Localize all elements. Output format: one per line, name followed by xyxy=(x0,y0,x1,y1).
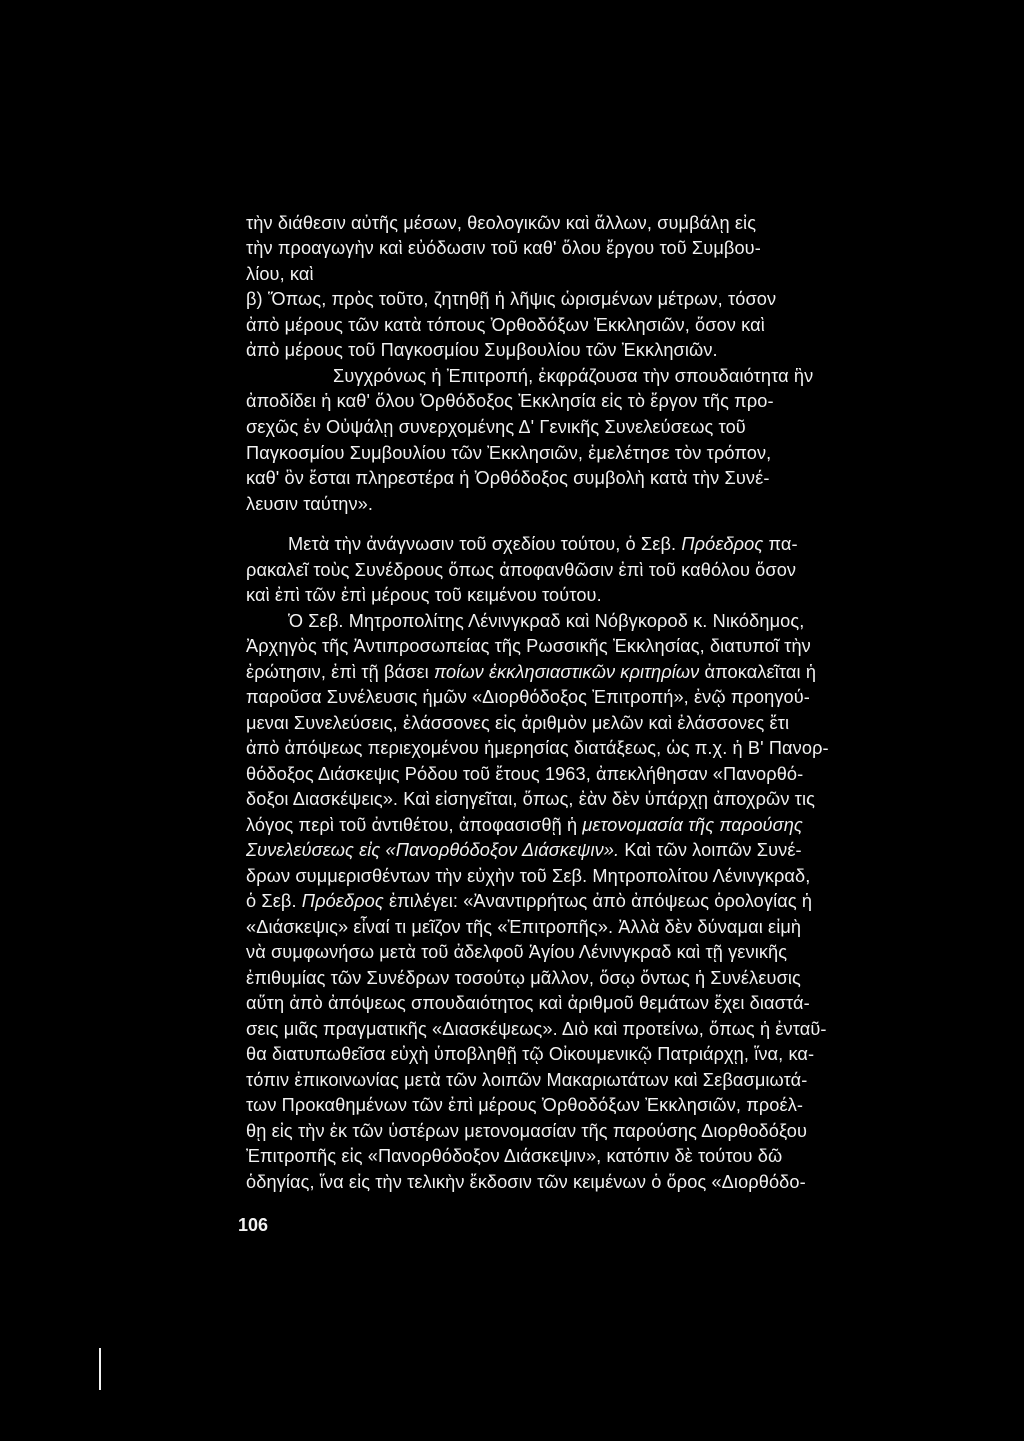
text-line: δοξοι Διασκέψεις». Καὶ εἰσηγεῖται, ὅπως, ἐὰν δὲν ὑπάρχῃ ἀποχρῶν τις xyxy=(246,789,815,809)
page-number: 106 xyxy=(238,1215,269,1235)
text-line: λίου, καὶ xyxy=(246,264,314,284)
text-run: ἀποκαλεῖται ἡ xyxy=(704,662,817,682)
text-line: ἀποδίδει ἡ καθ' ὅλου Ὀρθόδοξος Ἐκκλησία εἰς τὸ ἔργον τῆς προ- xyxy=(246,391,774,411)
text-line: καθ' ὃν ἔσται πληρεστέρα ἡ Ὀρθόδοξος συμβολὴ κατὰ τὴν Συνέ- xyxy=(246,468,770,488)
text-line: θα διατυπωθεῖσα εὐχὴ ὑποβληθῇ τῷ Οἰκουμενικῷ Πατριάρχῃ, ἵνα, κα- xyxy=(246,1044,815,1064)
text-line: ἀπὸ μέρους τοῦ Παγκοσμίου Συμβουλίου τῶν Ἐκκλησιῶν. xyxy=(246,340,718,360)
text-line xyxy=(288,532,914,556)
text-line: λευσιν ταύτην». xyxy=(246,494,374,514)
text-run: ὁ Σεβ. xyxy=(246,891,297,911)
text-line: θῃ εἰς τὴν ἐκ τῶν ὑστέρων μετονομασίαν τῆς παρούσης Διορθοδόξου xyxy=(246,1121,808,1141)
text-line: καὶ ἐπὶ τῶν ἐπὶ μέρους τοῦ κειμένου τούτου. xyxy=(246,585,602,605)
text-line xyxy=(246,889,914,913)
text-line: μεναι Συνελεύσεις, ἐλάσσονες εἰς ἀριθμὸν μελῶν καὶ ἐλάσσονες ἔτι xyxy=(246,713,790,733)
text-line: ἐπιθυμίας τῶν Συνέδρων τοσούτῳ μᾶλλον, ὅσῳ ὄντως ἡ Συνέλευσις xyxy=(246,968,801,988)
text-line: σεχῶς ἐν Οὐψάλῃ συνερχομένης Δ' Γενικῆς Συνελεύσεως τοῦ xyxy=(246,417,746,437)
text-run: πα- xyxy=(768,534,798,554)
edge-mark xyxy=(99,1348,101,1390)
text-line: τὴν διάθεσιν αὐτῆς μέσων, θεολογικῶν καὶ ἄλλων, συμβάλῃ εἰς xyxy=(246,213,757,233)
text-line: Ἀρχηγὸς τῆς Ἀντιπροσωπείας τῆς Ρωσσικῆς Ἐκκλησίας, διατυποῖ τὴν xyxy=(246,636,811,656)
text-line: «Διάσκεψις» εἶναί τι μεῖζον τῆς «Ἐπιτροπῆς». Ἀλλὰ δὲν δύναμαι εἰμὴ xyxy=(246,917,802,937)
text-line: νὰ συμφωνήσω μετὰ τοῦ ἀδελφοῦ Ἁγίου Λένινγκραδ καὶ τῇ γενικῆς xyxy=(246,942,788,962)
text-line: ἀπὸ ἀπόψεως περιεχομένου ἡμερησίας διατάξεως, ὡς π.χ. ἡ Β' Πανορ- xyxy=(246,738,829,758)
text-line: τὴν προαγωγὴν καὶ εὐόδωσιν τοῦ καθ' ὅλου ἔργου τοῦ Συμβου- xyxy=(246,238,761,258)
text-line xyxy=(246,813,914,837)
text-line: θόδοξος Διάσκεψις Ρόδου τοῦ ἔτους 1963, ἀπεκλήθησαν «Πανορθό- xyxy=(246,764,804,784)
text-run: Μετὰ τὴν ἀνάγνωσιν τοῦ σχεδίου τούτου, ὁ Σεβ. xyxy=(288,534,677,554)
text-line: Συγχρόνως ἡ Ἐπιτροπή, ἐκφράζουσα τὴν σπουδαιότητα ἣν xyxy=(333,366,814,386)
text-line: δρων συμμερισθέντων τὴν εὐχὴν τοῦ Σεβ. Μητροπολίτου Λένινγκραδ, xyxy=(246,866,811,886)
text-line: Ὁ Σεβ. Μητροπολίτης Λένινγκραδ καὶ Νόβγκοροδ κ. Νικόδημος, xyxy=(288,611,805,631)
text-run: ἐρώτησιν, ἐπὶ τῇ βάσει xyxy=(246,662,429,682)
text-line xyxy=(246,660,914,684)
emphasis-text: ποίων ἐκκλησιαστικῶν κριτηρίων xyxy=(433,662,700,682)
text-line: τόπιν ἐπικοινωνίας μετὰ τῶν λοιπῶν Μακαριωτάτων καὶ Σεβασμιωτά- xyxy=(246,1070,808,1090)
text-run: ἐπιλέγει: «Ἀναντιρρήτως ἀπὸ ἀπόψεως ὁρολογίας ἡ xyxy=(388,891,813,911)
text-line: ρακαλεῖ τοὺς Συνέδρους ὅπως ἀποφανθῶσιν ἐπὶ τοῦ καθόλου ὅσον xyxy=(246,560,797,580)
text-line: παροῦσα Συνέλευσις ἡμῶν «Διορθόδοξος Ἐπιτροπή», ἐνῷ προηγού- xyxy=(246,687,810,707)
text-line: β) Ὅπως, πρὸς τοῦτο, ζητηθῇ ἡ λῆψις ὡρισμένων μέτρων, τόσον xyxy=(246,289,777,309)
text-line: ὁδηγίας, ἵνα εἰς τὴν τελικὴν ἔκδοσιν τῶν κειμένων ὁ ὅρος «Διορθόδο- xyxy=(246,1172,806,1192)
text-line: Παγκοσμίου Συμβουλίου τῶν Ἐκκλησιῶν, ἐμελέτησε τὸν τρόπον, xyxy=(246,443,772,463)
speaker-name: Πρόεδρος xyxy=(681,534,764,554)
text-run: Καὶ τῶν λοιπῶν Συνέ- xyxy=(624,840,802,860)
text-line: αὕτη ἀπὸ ἀπόψεως σπουδαιότητος καὶ ἀριθμοῦ θεμάτων ἔχει διαστά- xyxy=(246,993,810,1013)
emphasis-text: μετονομασία τῆς παρούσης xyxy=(582,815,803,835)
text-line: ἀπὸ μέρους τῶν κατὰ τόπους Ὀρθοδόξων Ἐκκλησιῶν, ὅσον καὶ xyxy=(246,315,765,335)
text-line: των Προκαθημένων τῶν ἐπὶ μέρους Ὀρθοδόξων Ἐκκλησιῶν, προέλ- xyxy=(246,1095,804,1115)
text-line: Ἐπιτροπῆς εἰς «Πανορθόδοξον Διάσκεψιν», κατόπιν δὲ τούτου δῶ xyxy=(246,1146,783,1166)
emphasis-text: Συνελεύσεως εἰς «Πανορθόδοξον Διάσκεψιν». xyxy=(246,840,620,860)
text-run: λόγος περὶ τοῦ ἀντιθέτου, ἀποφασισθῇ ἡ xyxy=(246,815,578,835)
speaker-name: Πρόεδρος xyxy=(301,891,384,911)
text-line: σεις μιᾶς πραγματικῆς «Διασκέψεως». Διὸ καὶ προτείνω, ὅπως ἡ ἐνταῦ- xyxy=(246,1019,827,1039)
text-line xyxy=(246,838,914,862)
